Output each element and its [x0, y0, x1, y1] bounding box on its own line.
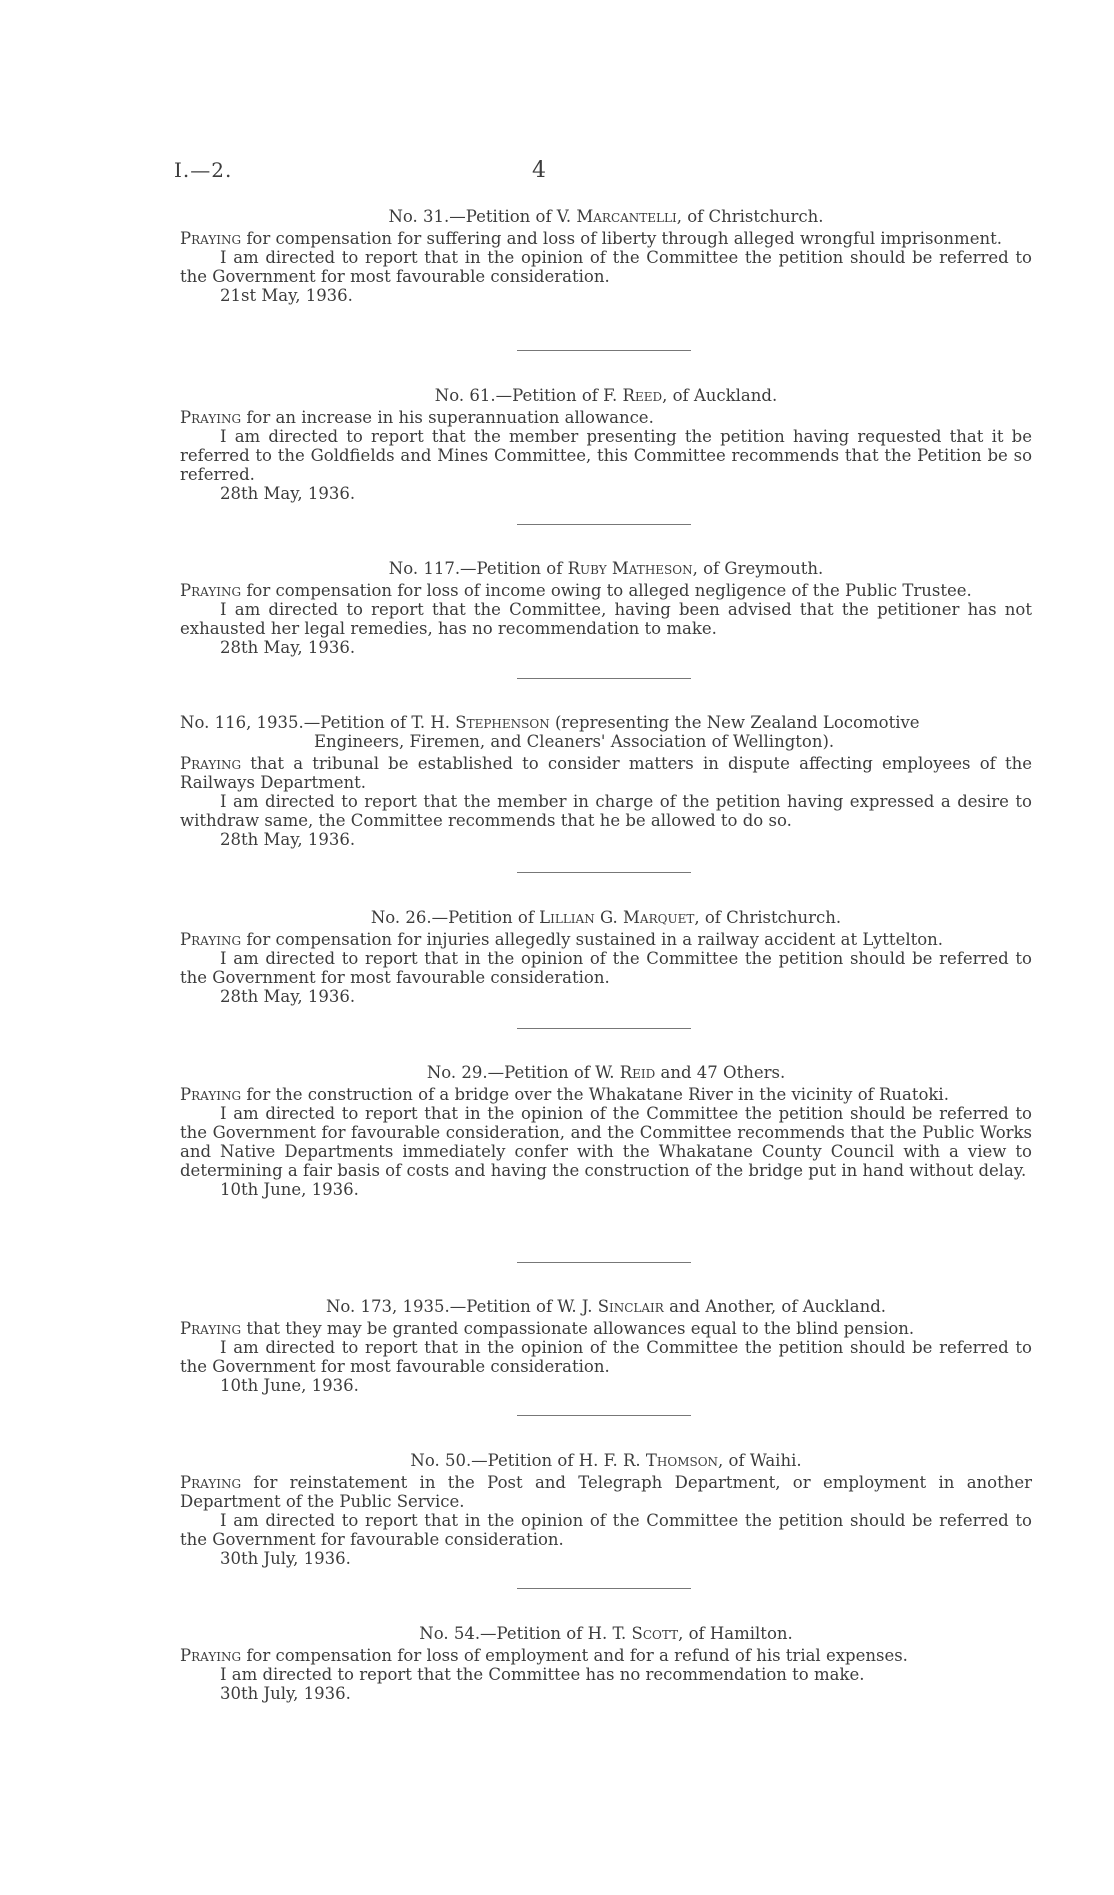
- section-divider: [517, 524, 691, 525]
- petition-date: 28th May, 1936.: [220, 987, 356, 1006]
- petition-entry: [180, 207, 1032, 305]
- section-divider: [517, 678, 691, 679]
- petition-entry: [180, 559, 1032, 657]
- page-number: 4: [532, 158, 546, 183]
- praying-paragraph: Praying for compensation for injuries allegedly sustained in a railway accident at Lyttelton.: [180, 930, 944, 949]
- petition-date: 28th May, 1936.: [220, 830, 356, 849]
- petition-date: 10th June, 1936.: [220, 1376, 359, 1395]
- praying-paragraph: Praying for reinstatement in the Post and Telegraph Department, or employment in another Department of the Public Service.: [180, 1473, 1032, 1511]
- petition-title: No. 54.—Petition of H. T. Scott, of Hamilton.: [419, 1624, 793, 1643]
- petitioner-name: Lillian G. Marquet: [539, 908, 695, 927]
- praying-paragraph: Praying for compensation for suffering and loss of liberty through alleged wrongful imprisonment.: [180, 229, 1002, 248]
- section-divider: [517, 1028, 691, 1029]
- petition-date: 21st May, 1936.: [220, 286, 353, 305]
- petition-date: 28th May, 1936.: [220, 484, 356, 503]
- praying-paragraph: Praying for compensation for loss of employment and for a refund of his trial expenses.: [180, 1646, 908, 1665]
- petition-title: No. 50.—Petition of H. F. R. Thomson, of Waihi.: [410, 1451, 802, 1470]
- report-paragraph: I am directed to report that in the opinion of the Committee the petition should be referred to the Government for favourable consideration, and the Committee recommends that the Public Works and Native Departments immediately confer with the Whakatane County Council with a view to determining a fair basis of costs and having the construction of the bridge put in hand without delay.: [180, 1104, 1032, 1180]
- praying-paragraph: Praying that a tribunal be established to consider matters in dispute affecting employees of the Railways Department.: [180, 754, 1032, 792]
- report-paragraph: I am directed to report that the Committee, having been advised that the petitioner has not exhausted her legal remedies, has no recommendation to make.: [180, 600, 1032, 638]
- petitioner-name: Thomson: [645, 1451, 719, 1470]
- report-paragraph: I am directed to report that in the opinion of the Committee the petition should be referred to the Government for most favourable consideration.: [180, 248, 1032, 286]
- section-divider: [517, 350, 691, 351]
- report-paragraph: I am directed to report that in the opinion of the Committee the petition should be referred to the Government for most favourable consideration.: [180, 1338, 1032, 1376]
- praying-paragraph: Praying for compensation for loss of income owing to alleged negligence of the Public Trustee.: [180, 581, 972, 600]
- section-divider: [517, 872, 691, 873]
- petitioner-name: Stephenson: [455, 713, 550, 732]
- petitioner-name: Marcantelli: [576, 207, 677, 226]
- report-paragraph: I am directed to report that the Committee has no recommendation to make.: [220, 1665, 865, 1684]
- report-paragraph: I am directed to report that the member in charge of the petition having expressed a desire to withdraw same, the Committee recommends that he be allowed to do so.: [180, 792, 1032, 830]
- petitioner-name: Reid: [619, 1063, 656, 1082]
- petition-title: No. 173, 1935.—Petition of W. J. Sinclair and Another, of Auckland.: [325, 1297, 887, 1316]
- praying-paragraph: Praying for an increase in his superannuation allowance.: [180, 408, 654, 427]
- petition-entry: [180, 1624, 1032, 1703]
- petition-date: 10th June, 1936.: [220, 1180, 359, 1199]
- section-divider: [517, 1588, 691, 1589]
- petition-title: No. 61.—Petition of F. Reed, of Auckland.: [434, 386, 778, 405]
- petition-date: 30th July, 1936.: [220, 1549, 351, 1568]
- report-paragraph: I am directed to report that in the opinion of the Committee the petition should be referred to the Government for most favourable consideration.: [180, 949, 1032, 987]
- section-divider: [517, 1262, 691, 1263]
- report-paragraph: I am directed to report that the member presenting the petition having requested that it be referred to the Goldfields and Mines Committee, this Committee recommends that the Petition be so referred.: [180, 427, 1032, 484]
- petition-title: No. 116, 1935.—Petition of T. H. Stephenson (representing the New Zealand Locomotive Engineers, Firemen, and Cleaners' Association of Wellington).: [180, 713, 920, 751]
- petition-title: No. 26.—Petition of Lillian G. Marquet, of Christchurch.: [370, 908, 842, 927]
- petitioner-name: Scott: [631, 1624, 679, 1643]
- praying-paragraph: Praying for the construction of a bridge over the Whakatane River in the vicinity of Ruatoki.: [180, 1085, 949, 1104]
- report-paragraph: I am directed to report that in the opinion of the Committee the petition should be referred to the Government for favourable consideration.: [180, 1511, 1032, 1549]
- petition-date: 28th May, 1936.: [220, 638, 356, 657]
- petition-date: 30th July, 1936.: [220, 1684, 351, 1703]
- petitioner-name: Ruby Matheson: [567, 559, 693, 578]
- petition-entry: [180, 1451, 1032, 1568]
- petition-entry: [180, 386, 1032, 503]
- page-reference: I.—2.: [174, 158, 233, 182]
- petition-title: No. 117.—Petition of Ruby Matheson, of Greymouth.: [388, 559, 824, 578]
- petition-title: No. 31.—Petition of V. Marcantelli, of Christchurch.: [388, 207, 824, 226]
- praying-paragraph: Praying that they may be granted compassionate allowances equal to the blind pension.: [180, 1319, 915, 1338]
- petition-entry: [180, 1297, 1032, 1395]
- petition-entry: [180, 908, 1032, 1006]
- petitioner-name: Reed: [622, 386, 663, 405]
- petition-title: No. 29.—Petition of W. Reid and 47 Others.: [426, 1063, 786, 1082]
- petition-entry: [180, 713, 1032, 849]
- section-divider: [517, 1415, 691, 1416]
- petition-entry: [180, 1063, 1032, 1199]
- petitioner-name: Sinclair: [597, 1297, 664, 1316]
